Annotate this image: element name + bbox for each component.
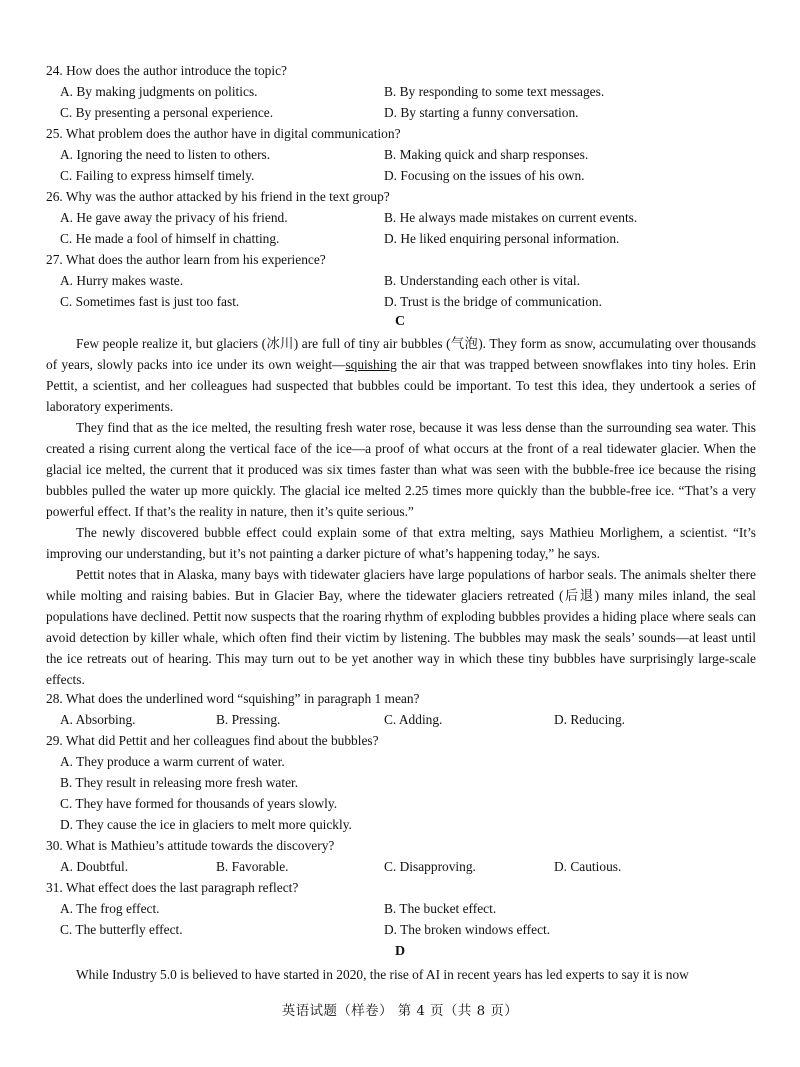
- q24-option-c: C. By presenting a personal experience.: [60, 105, 274, 120]
- passage-c-paragraph-4: Pettit notes that in Alaska, many bays with tidewater glaciers have large populations of harbor seals. The animals shelter there while molting and raising babies. But in Glacier Bay, where the tidewater glaciers retreated (后退) many miles inland, the seal populations have declined. Pettit now suspects that the roaring rhythm of exploding bubbles provides a hiding place where seals can avoid detection by killer whale, which often find their victim by listening. The bubbles may mask the seals’ sounds—at least until the ice retreats out of hearing. This may turn out to be yet another way in which these tiny bubbles have surprisingly large-scale effects.: [46, 567, 756, 688]
- passage-c-paragraph-2: They find that as the ice melted, the resulting fresh water rose, because it was less dense than the surrounding sea water. This created a rising current along the vertical face of the ice—a proof of what occurs at the front of a real tidewater glacier. When the glacial ice melted, the current that it produced was six times faster than what was seen with the bubble-free ice because the rising bubbles pulled the water up more quickly. The glacial ice melted 2.25 times more quickly than the bubble-free ice. “That’s a very powerful effect. If that’s the reality in nature, then it’s quite serious.”: [46, 420, 756, 520]
- q28-option-d: D. Reducing.: [554, 712, 626, 727]
- p1-text-before: Few people realize it, but glaciers (冰川) are full of tiny air bubbles (气泡). They form as snow, accumulating over thousands of years, slowly packs into ice under its own weight—: [46, 336, 756, 373]
- q27-option-b: B. Understanding each other is vital.: [384, 273, 580, 288]
- q24-option-b: B. By responding to some text messages.: [384, 84, 605, 99]
- question-27-stem: 27. What does the author learn from his experience?: [46, 252, 326, 267]
- q29-option-b: B. They result in releasing more fresh water.: [60, 775, 299, 790]
- q26-option-c: C. He made a fool of himself in chatting.: [60, 231, 280, 246]
- q24-option-a: A. By making judgments on politics.: [60, 84, 258, 99]
- passage-c-paragraph-1: [46, 333, 756, 417]
- q31-option-a: A. The frog effect.: [60, 901, 160, 916]
- question-29-stem: 29. What did Pettit and her colleagues find about the bubbles?: [46, 733, 379, 748]
- q30-option-c: C. Disapproving.: [384, 859, 476, 874]
- q26-option-d: D. He liked enquiring personal information.: [384, 231, 620, 246]
- q27-option-d: D. Trust is the bridge of communication.: [384, 294, 602, 309]
- q28-option-a: A. Absorbing.: [60, 712, 136, 727]
- question-25-stem: 25. What problem does the author have in digital communication?: [46, 126, 401, 141]
- q29-option-a: A. They produce a warm current of water.: [60, 754, 285, 769]
- p1-text-after: the air that was trapped between snowflakes into tiny holes. Erin Pettit, a scientist, and her colleagues had suspected that bubbles could be important. To test this idea, they undertook a series of laboratory experiments.: [46, 357, 756, 415]
- q26-option-a: A. He gave away the privacy of his friend.: [60, 210, 288, 225]
- question-26-stem: 26. Why was the author attacked by his friend in the text group?: [46, 189, 390, 204]
- section-c-heading: C: [394, 314, 406, 329]
- section-d-heading: D: [394, 944, 406, 959]
- question-30-stem: 30. What is Mathieu’s attitude towards the discovery?: [46, 838, 335, 853]
- q25-option-c: C. Failing to express himself timely.: [60, 168, 255, 183]
- q31-option-d: D. The broken windows effect.: [384, 922, 551, 937]
- q30-option-b: B. Favorable.: [216, 859, 289, 874]
- q29-option-d: D. They cause the ice in glaciers to melt more quickly.: [60, 817, 352, 832]
- q30-option-a: A. Doubtful.: [60, 859, 129, 874]
- q28-option-c: C. Adding.: [384, 712, 443, 727]
- question-24-stem: 24. How does the author introduce the topic?: [46, 63, 287, 78]
- q27-option-c: C. Sometimes fast is just too fast.: [60, 294, 240, 309]
- passage-c-paragraph-3: The newly discovered bubble effect could explain some of that extra melting, says Mathieu Morlighem, a scientist. “It’s improving our understanding, but it’s not painting a darker picture of what’s happening today,” he says.: [46, 525, 756, 562]
- q25-option-b: B. Making quick and sharp responses.: [384, 147, 589, 162]
- passage-d-paragraph-1: While Industry 5.0 is believed to have started in 2020, the rise of AI in recent years has led experts to say it is now: [76, 967, 689, 982]
- question-28-stem: 28. What does the underlined word “squishing” in paragraph 1 mean?: [46, 691, 420, 706]
- q25-option-a: A. Ignoring the need to listen to others.: [60, 147, 271, 162]
- q24-option-d: D. By starting a funny conversation.: [384, 105, 579, 120]
- q30-option-d: D. Cautious.: [554, 859, 622, 874]
- page-footer: 英语试题（样卷） 第 4 页（共 8 页）: [281, 1004, 519, 1019]
- q29-option-c: C. They have formed for thousands of years slowly.: [60, 796, 338, 811]
- q25-option-d: D. Focusing on the issues of his own.: [384, 168, 585, 183]
- q31-option-b: B. The bucket effect.: [384, 901, 497, 916]
- q27-option-a: A. Hurry makes waste.: [60, 273, 184, 288]
- question-31-stem: 31. What effect does the last paragraph reflect?: [46, 880, 299, 895]
- q31-option-c: C. The butterfly effect.: [60, 922, 183, 937]
- underlined-word-squishing: squishing: [345, 357, 397, 373]
- q28-option-b: B. Pressing.: [216, 712, 281, 727]
- q26-option-b: B. He always made mistakes on current events.: [384, 210, 638, 225]
